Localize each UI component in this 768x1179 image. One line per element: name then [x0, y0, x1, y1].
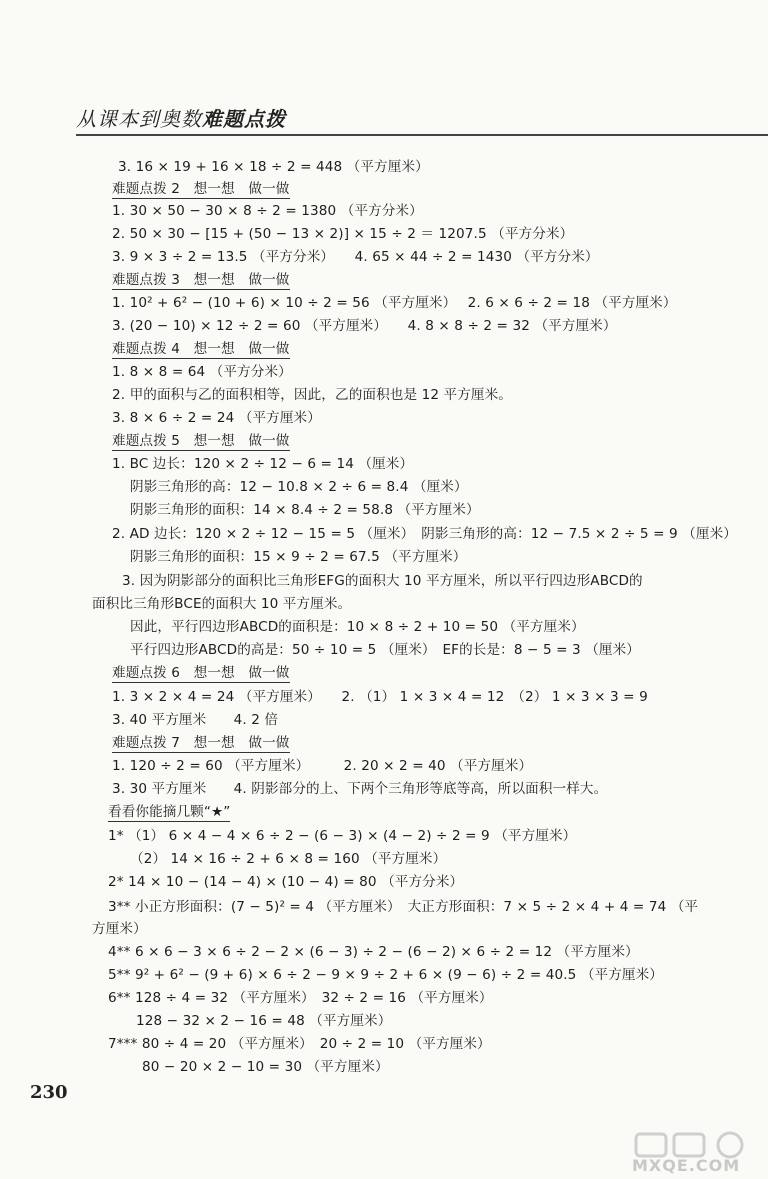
answer-line: 1* （1） 6 × 4 − 4 × 6 ÷ 2 − (6 − 3) × (4 − 2) ÷ 2 = 9 （平方厘米）: [108, 828, 577, 844]
answer-line: 7*** 80 ÷ 4 = 20 （平方厘米） 20 ÷ 2 = 10 （平方厘米）: [108, 1036, 491, 1052]
answer-line: 方厘米）: [92, 921, 147, 937]
answer-line: 阴影三角形的面积：15 × 9 ÷ 2 = 67.5 （平方厘米）: [130, 549, 467, 565]
section-heading: 难题点拨 3 想一想 做一做: [112, 272, 290, 288]
answer-line: 面积比三角形BCE的面积大 10 平方厘米。: [92, 596, 352, 612]
answer-line: 3. 9 × 3 ÷ 2 = 13.5 （平方分米） 4. 65 × 44 ÷ 2 = 1430 （平方分米）: [112, 249, 599, 265]
answer-line: 2. 甲的面积与乙的面积相等，因此，乙的面积也是 12 平方厘米。: [112, 387, 512, 403]
answer-line: 3. 因为阴影部分的面积比三角形EFG的面积大 10 平方厘米，所以平行四边形ABCD的: [122, 573, 643, 589]
header-title-bold: 难题点拨: [202, 107, 286, 131]
answer-line: 4** 6 × 6 − 3 × 6 ÷ 2 − 2 × (6 − 3) ÷ 2 − (6 − 2) × 6 ÷ 2 = 12 （平方厘米）: [108, 944, 639, 960]
answer-line: 128 − 32 × 2 − 16 = 48 （平方厘米）: [136, 1013, 392, 1029]
page-header: [76, 103, 286, 132]
answer-line: 阴影三角形的高：12 − 10.8 × 2 ÷ 6 = 8.4 （厘米）: [130, 479, 468, 495]
answer-line: 2* 14 × 10 − (14 − 4) × (10 − 4) = 80 （平方分米）: [108, 874, 464, 890]
answer-line: 阴影三角形的面积：14 × 8.4 ÷ 2 = 58.8 （平方厘米）: [130, 502, 480, 518]
section-heading: 看看你能摘几颗“★”: [108, 804, 231, 820]
watermark: [632, 1130, 762, 1178]
answer-line: 3. 30 平方厘米 4. 阴影部分的上、下两个三角形等底等高，所以面积一样大。: [112, 781, 608, 797]
answer-line: 3. 40 平方厘米 4. 2 倍: [112, 712, 279, 728]
section-heading: 难题点拨 4 想一想 做一做: [112, 341, 290, 357]
answer-line: 1. 120 ÷ 2 = 60 （平方厘米） 2. 20 × 2 = 40 （平方厘米）: [112, 758, 533, 774]
answer-line: 3. 8 × 6 ÷ 2 = 24 （平方厘米）: [112, 410, 321, 426]
answer-line: 因此，平行四边形ABCD的面积是：10 × 8 ÷ 2 + 10 = 50 （平方厘米）: [130, 619, 585, 635]
answer-line: 1. BC 边长：120 × 2 ÷ 12 − 6 = 14 （厘米）: [112, 456, 414, 472]
answer-line: （2） 14 × 16 ÷ 2 + 6 × 8 = 160 （平方厘米）: [130, 851, 447, 867]
watermark-text: MXQE.COM: [632, 1156, 741, 1175]
answer-line: 2. AD 边长：120 × 2 ÷ 12 − 15 = 5 （厘米） 阴影三角形的高：12 − 7.5 × 2 ÷ 5 = 9 （厘米）: [112, 526, 737, 542]
answer-line: 80 − 20 × 2 − 10 = 30 （平方厘米）: [142, 1059, 389, 1075]
section-heading: 难题点拨 6 想一想 做一做: [112, 665, 290, 681]
answer-line: 2. 50 × 30 − [15 + (50 − 13 × 2)] × 15 ÷ 2 ＝ 1207.5 （平方分米）: [112, 226, 574, 242]
answer-line: 3. (20 − 10) × 12 ÷ 2 = 60 （平方厘米） 4. 8 × 8 ÷ 2 = 32 （平方厘米）: [112, 318, 617, 334]
section-heading: 难题点拨 2 想一想 做一做: [112, 181, 290, 197]
section-heading: 难题点拨 5 想一想 做一做: [112, 433, 290, 449]
section-heading: 难题点拨 7 想一想 做一做: [112, 735, 290, 751]
answer-line: 3. 16 × 19 + 16 × 18 ÷ 2 = 448 （平方厘米）: [118, 159, 429, 175]
header-rule: [76, 134, 768, 136]
answer-line: 1. 30 × 50 − 30 × 8 ÷ 2 = 1380 （平方分米）: [112, 203, 423, 219]
header-title: 从课本到奥数: [76, 107, 202, 131]
answer-line: 1. 8 × 8 = 64 （平方分米）: [112, 364, 292, 380]
answer-line: 1. 10² + 6² − (10 + 6) × 10 ÷ 2 = 56 （平方厘米） 2. 6 × 6 ÷ 2 = 18 （平方厘米）: [112, 295, 677, 311]
page-number: 230: [30, 1082, 68, 1103]
answer-line: 1. 3 × 2 × 4 = 24 （平方厘米） 2. （1） 1 × 3 × 4 = 12 （2） 1 × 3 × 3 = 9: [112, 689, 648, 705]
answer-line: 平行四边形ABCD的高是：50 ÷ 10 = 5 （厘米） EF的长是：8 − 5 = 3 （厘米）: [130, 642, 640, 658]
answer-line: 3** 小正方形面积：(7 − 5)² = 4 （平方厘米） 大正方形面积：7 × 5 ÷ 2 × 4 + 4 = 74 （平: [108, 899, 699, 915]
answer-line: 6** 128 ÷ 4 = 32 （平方厘米） 32 ÷ 2 = 16 （平方厘米）: [108, 990, 493, 1006]
answer-line: 5** 9² + 6² − (9 + 6) × 6 ÷ 2 − 9 × 9 ÷ 2 + 6 × (9 − 6) ÷ 2 = 40.5 （平方厘米）: [108, 967, 663, 983]
